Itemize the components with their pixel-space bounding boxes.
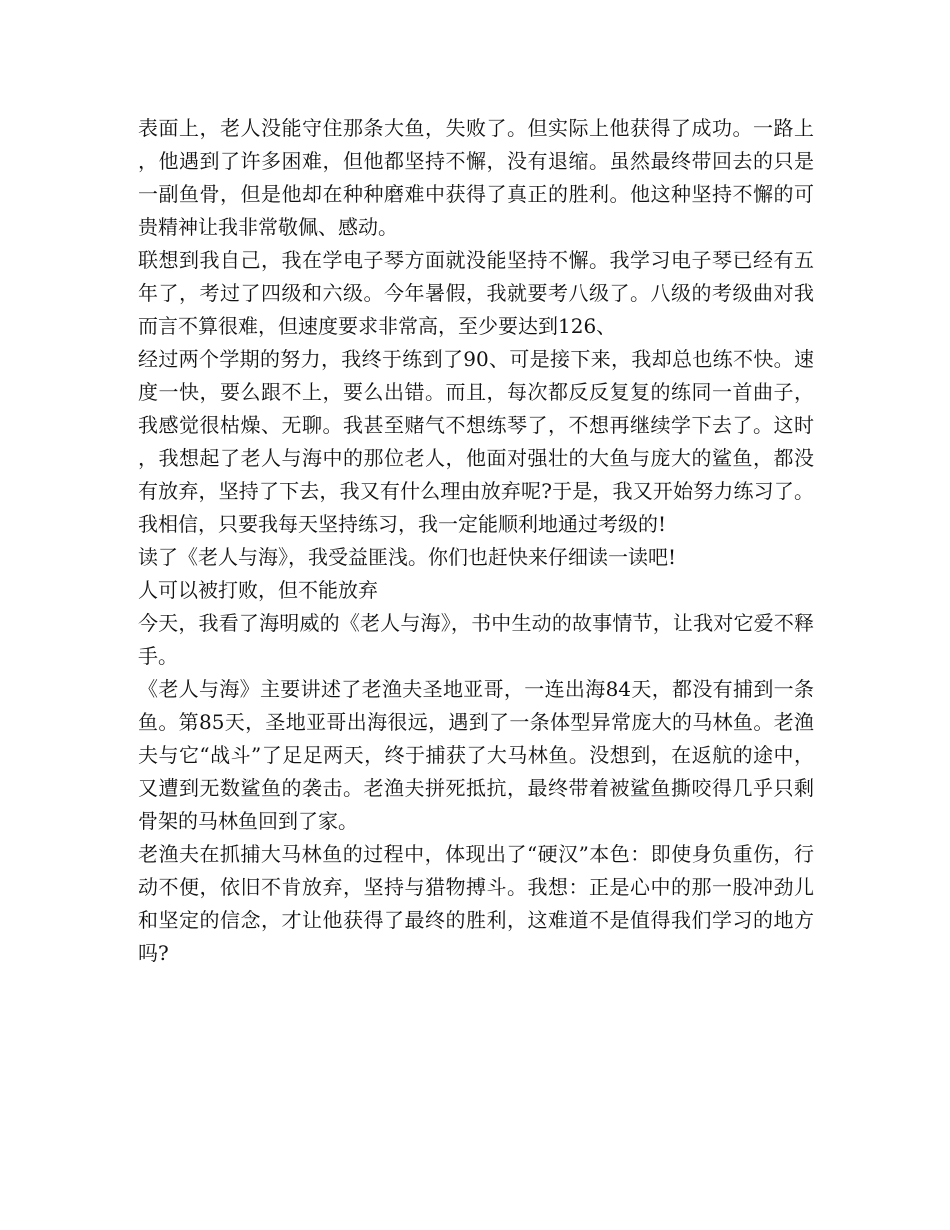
- paragraph-6: 《老人与海》主要讲述了老渔夫圣地亚哥，一连出海84天，都没有捕到一条鱼。第85天，圣地亚哥出海很远，遇到了一条体型异常庞大的马林鱼。老渔夫与它“战斗”了足足两天，终于捕获了大马林鱼。没想到，在返航的途中，又遭到无数鲨鱼的袭击。老渔夫拼死抵抗，最终带着被鲨鱼撕咬得几乎只剩骨架的马林鱼回到了家。: [138, 677, 814, 833]
- paragraph-5: 今天，我看了海明威的《老人与海》，书中生动的故事情节，让我对它爱不释手。: [138, 611, 814, 668]
- paragraph-1: 表面上，老人没能守住那条大鱼，失败了。但实际上他获得了成功。一路上，他遇到了许多困难，但他都坚持不懈，没有退缩。虽然最终带回去的只是一副鱼骨，但是他却在种种磨难中获得了真正的胜利。他这种坚持不懈的可贵精神让我非常敬佩、感动。: [138, 116, 814, 239]
- paragraph-7: 老渔夫在抓捕大马林鱼的过程中，体现出了“硬汉”本色：即使身负重伤，行动不便，依旧不肯放弃，坚持与猎物搏斗。我想：正是心中的那一股冲劲儿和坚定的信念，才让他获得了最终的胜利，这难道不是值得我们学习的地方吗?: [138, 842, 814, 965]
- paragraph-4: 读了《老人与海》，我受益匪浅。你们也赶快来仔细读一读吧!: [138, 545, 677, 569]
- document-page: [138, 112, 814, 970]
- section-heading: 人可以被打败，但不能放弃: [138, 578, 378, 602]
- paragraph-2: 联想到我自己，我在学电子琴方面就没能坚持不懈。我学习电子琴已经有五年了，考过了四级和六级。今年暑假，我就要考八级了。八级的考级曲对我而言不算很难，但速度要求非常高，至少要达到126、: [138, 248, 814, 338]
- paragraph-3: 经过两个学期的努力，我终于练到了90、可是接下来，我却总也练不快。速度一快，要么跟不上，要么出错。而且，每次都反反复复的练同一首曲子，我感觉很枯燥、无聊。我甚至赌气不想练琴了，不想再继续学下去了。这时，我想起了老人与海中的那位老人，他面对强壮的大鱼与庞大的鲨鱼，都没有放弃，坚持了下去，我又有什么理由放弃呢?于是，我又开始努力练习了。我相信，只要我每天坚持练习，我一定能顺利地通过考级的!: [138, 347, 814, 536]
